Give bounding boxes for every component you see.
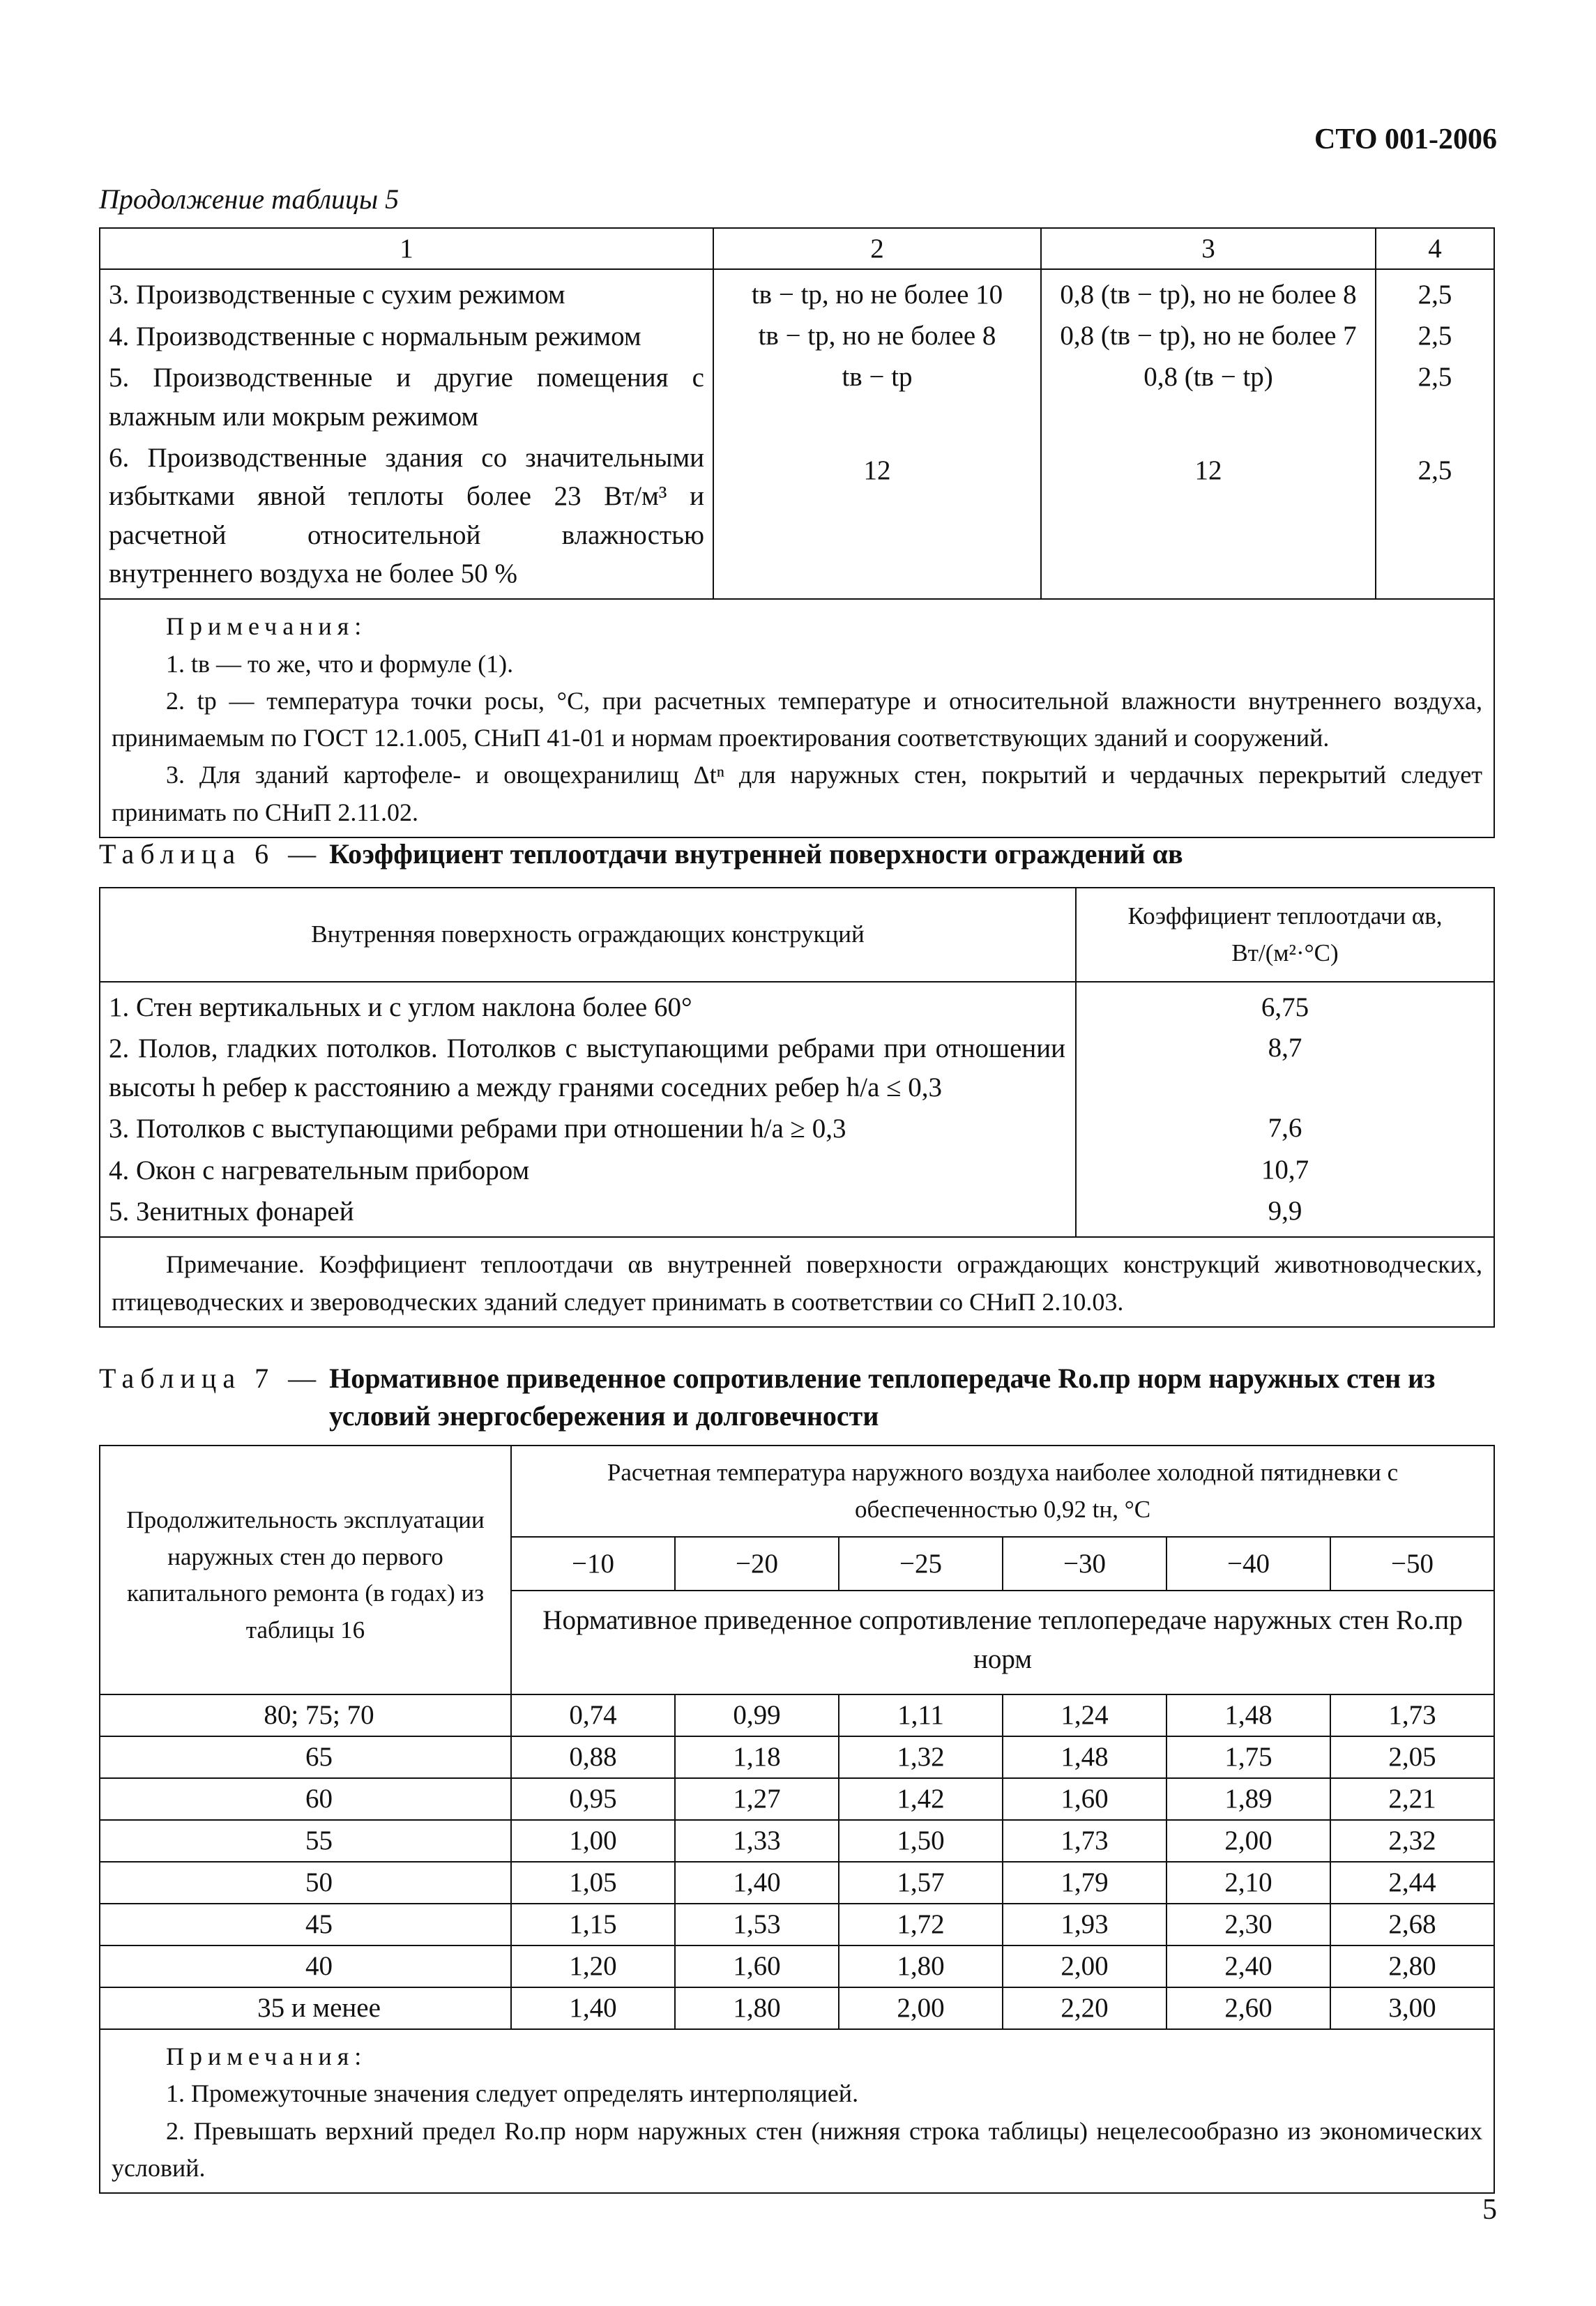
resistance-cell: 0,88 <box>511 1736 675 1778</box>
notes-row <box>100 1237 1494 1327</box>
resistance-cell: 1,42 <box>839 1778 1003 1820</box>
table-row <box>100 1150 1494 1191</box>
delta-t-cell: 0,8 (tв − tр), но не более 8 <box>1041 269 1376 315</box>
page-number: 5 <box>1482 2194 1497 2226</box>
resistance-cell: 1,27 <box>675 1778 839 1820</box>
resistance-cell: 0,95 <box>511 1778 675 1820</box>
caption-title: Нормативное приведенное сопротивление теплопередаче Rо.пр норм наружных стен из условий энергосбережения и долговечности <box>329 1363 1436 1432</box>
resistance-cell: 1,24 <box>1003 1694 1166 1736</box>
notes-title: Примечания: <box>166 612 367 641</box>
table-5 <box>99 227 1495 838</box>
delta-t-cell: tв − tр, но не более 8 <box>713 316 1041 357</box>
table-row <box>100 1987 1494 2029</box>
years-cell: 65 <box>100 1736 511 1778</box>
years-cell: 45 <box>100 1904 511 1945</box>
value-cell: 2,5 <box>1376 269 1494 315</box>
resistance-cell: 1,05 <box>511 1862 675 1904</box>
table-row <box>100 316 1494 357</box>
resistance-cell: 1,48 <box>1003 1736 1166 1778</box>
note-item: 1. tв — то же, что и формуле (1). <box>166 649 514 678</box>
resistance-cell: 2,10 <box>1166 1862 1330 1904</box>
resistance-cell: 1,18 <box>675 1736 839 1778</box>
surface-cell: 5. Зенитных фонарей <box>100 1191 1076 1237</box>
table-row <box>100 1862 1494 1904</box>
resistance-cell: 2,68 <box>1330 1904 1494 1945</box>
notes-title: Примечания: <box>166 2042 367 2071</box>
resistance-cell: 2,00 <box>1166 1820 1330 1862</box>
value-cell: 2,5 <box>1376 316 1494 357</box>
years-cell: 60 <box>100 1778 511 1820</box>
table-notes <box>100 599 1494 837</box>
column-number: 2 <box>713 228 1041 269</box>
table-row <box>100 1191 1494 1237</box>
resistance-cell: 2,30 <box>1166 1904 1330 1945</box>
room-type-cell: 5. Производственные и другие помещения с влажным или мокрым режимом <box>100 357 713 437</box>
delta-t-cell: 0,8 (tв − tр) <box>1041 357 1376 437</box>
note-item: 3. Для зданий картофеле- и овощехранилищ Δtⁿ для наружных стен, покрытий и чердачных перекрытий следует принимать по СНиП 2.11.02. <box>112 761 1482 826</box>
years-cell: 40 <box>100 1945 511 1987</box>
table-row <box>100 1694 1494 1736</box>
resistance-cell: 1,89 <box>1166 1778 1330 1820</box>
surface-cell: 2. Полов, гладких потолков. Потолков с выступающими ребрами при отношении высоты h ребер к расстоянию a между гранями соседних ребер h/a ≤ 0,3 <box>100 1028 1076 1108</box>
resistance-cell: 1,72 <box>839 1904 1003 1945</box>
header-row <box>100 888 1494 982</box>
coefficient-cell: 9,9 <box>1076 1191 1494 1237</box>
notes-row <box>100 599 1494 837</box>
coefficient-cell: 6,75 <box>1076 982 1494 1028</box>
years-cell: 50 <box>100 1862 511 1904</box>
table-row <box>100 357 1494 437</box>
caption-title: Коэффициент теплоотдачи внутренней поверхности ограждений αв <box>329 838 1183 870</box>
temperature-cell: −20 <box>675 1537 839 1591</box>
table-6-caption <box>99 835 1494 873</box>
room-type-cell: 4. Производственные с нормальным режимом <box>100 316 713 357</box>
resistance-cell: 1,32 <box>839 1736 1003 1778</box>
surface-cell: 3. Потолков с выступающими ребрами при отношении h/a ≥ 0,3 <box>100 1108 1076 1149</box>
column-number: 4 <box>1376 228 1494 269</box>
resistance-cell: 2,00 <box>839 1987 1003 2029</box>
temperature-cell: −30 <box>1003 1537 1166 1591</box>
temperature-header: Расчетная температура наружного воздуха наиболее холодной пятидневки с обеспеченностью 0,92 tн, °C <box>511 1446 1494 1537</box>
table-row <box>100 269 1494 315</box>
resistance-cell: 1,53 <box>675 1904 839 1945</box>
table-row <box>100 1778 1494 1820</box>
resistance-cell: 0,74 <box>511 1694 675 1736</box>
column-header: Внутренняя поверхность ограждающих конструкций <box>100 888 1076 982</box>
notes-row <box>100 2029 1494 2193</box>
table-row <box>100 1945 1494 1987</box>
resistance-cell: 1,73 <box>1330 1694 1494 1736</box>
resistance-cell: 1,75 <box>1166 1736 1330 1778</box>
resistance-cell: 1,40 <box>675 1862 839 1904</box>
table-row <box>100 1904 1494 1945</box>
resistance-cell: 1,80 <box>675 1987 839 2029</box>
resistance-cell: 1,20 <box>511 1945 675 1987</box>
resistance-cell: 1,80 <box>839 1945 1003 1987</box>
resistance-cell: 1,60 <box>675 1945 839 1987</box>
table-7 <box>99 1445 1495 2194</box>
resistance-cell: 1,57 <box>839 1862 1003 1904</box>
table-row <box>100 1028 1494 1108</box>
years-cell: 35 и менее <box>100 1987 511 2029</box>
resistance-cell: 1,93 <box>1003 1904 1166 1945</box>
table-row <box>100 437 1494 600</box>
resistance-cell: 2,80 <box>1330 1945 1494 1987</box>
delta-t-cell: 12 <box>713 437 1041 600</box>
resistance-cell: 1,50 <box>839 1820 1003 1862</box>
temperature-cell: −50 <box>1330 1537 1494 1591</box>
resistance-cell: 2,20 <box>1003 1987 1166 2029</box>
note-item: 2. tр — температура точки росы, °C, при расчетных температуре и относительной влажности внутреннего воздуха, принимаемым по ГОСТ 12.1.005, СНиП 41-01 и нормам проектирования соответствующих зданий и сооружений. <box>112 686 1482 752</box>
note-item: 2. Превышать верхний предел Rо.пр норм наружных стен (нижняя строка таблицы) нецелесообразно из экономических условий. <box>112 2116 1483 2182</box>
note-item: 1. Промежуточные значения следует определять интерполяцией. <box>166 2079 859 2108</box>
column-number: 3 <box>1041 228 1376 269</box>
table-row <box>100 1820 1494 1862</box>
caption-lead: Таблица 6 — <box>99 838 323 870</box>
resistance-cell: 2,40 <box>1166 1945 1330 1987</box>
table-row <box>100 1736 1494 1778</box>
room-type-cell: 3. Производственные с сухим режимом <box>100 269 713 315</box>
resistance-cell: 2,21 <box>1330 1778 1494 1820</box>
value-cell: 2,5 <box>1376 437 1494 600</box>
years-cell: 80; 75; 70 <box>100 1694 511 1736</box>
resistance-cell: 2,60 <box>1166 1987 1330 2029</box>
table-row <box>100 1108 1494 1149</box>
table-notes <box>100 2029 1494 2193</box>
resistance-cell: 2,00 <box>1003 1945 1166 1987</box>
resistance-header: Нормативное приведенное сопротивление теплопередаче наружных стен Rо.пр норм <box>511 1591 1494 1694</box>
resistance-cell: 1,73 <box>1003 1820 1166 1862</box>
room-type-cell: 6. Производственные здания со значительными избытками явной теплоты более 23 Вт/м³ и расчетной относительной влажностью внутреннего воздуха не более 50 % <box>100 437 713 600</box>
temperature-cell: −10 <box>511 1537 675 1591</box>
delta-t-cell: 12 <box>1041 437 1376 600</box>
resistance-cell: 1,48 <box>1166 1694 1330 1736</box>
resistance-cell: 1,00 <box>511 1820 675 1862</box>
document-number: СТО 001-2006 <box>1314 123 1497 155</box>
column-header: Коэффициент теплоотдачи αв, Вт/(м²·°C) <box>1076 888 1494 982</box>
coefficient-cell: 8,7 <box>1076 1028 1494 1108</box>
coefficient-cell: 10,7 <box>1076 1150 1494 1191</box>
table-note: Примечание. Коэффициент теплоотдачи αв внутренней поверхности ограждающих конструкций животноводческих, птицеводческих и звероводческих зданий следует принимать в соответствии со СНиП 2.10.03. <box>100 1237 1494 1327</box>
resistance-cell: 1,60 <box>1003 1778 1166 1820</box>
resistance-cell: 2,32 <box>1330 1820 1494 1862</box>
surface-cell: 4. Окон с нагревательным прибором <box>100 1150 1076 1191</box>
resistance-cell: 1,11 <box>839 1694 1003 1736</box>
delta-t-cell: tв − tр <box>713 357 1041 437</box>
years-cell: 55 <box>100 1820 511 1862</box>
caption-lead: Таблица 7 — <box>99 1363 323 1394</box>
header-row <box>100 1446 1494 1537</box>
resistance-cell: 1,33 <box>675 1820 839 1862</box>
surface-cell: 1. Стен вертикальных и с углом наклона более 60° <box>100 982 1076 1028</box>
resistance-cell: 2,05 <box>1330 1736 1494 1778</box>
table-row <box>100 982 1494 1028</box>
resistance-cell: 1,15 <box>511 1904 675 1945</box>
resistance-cell: 3,00 <box>1330 1987 1494 2029</box>
coefficient-cell: 7,6 <box>1076 1108 1494 1149</box>
column-number: 1 <box>100 228 713 269</box>
stub-header: Продолжительность эксплуатации наружных стен до первого капитального ремонта (в годах) из таблицы 16 <box>100 1446 511 1694</box>
resistance-cell: 0,99 <box>675 1694 839 1736</box>
temperature-cell: −40 <box>1166 1537 1330 1591</box>
resistance-cell: 2,44 <box>1330 1862 1494 1904</box>
table-7-caption <box>99 1360 1494 1435</box>
column-number-row <box>100 228 1494 269</box>
resistance-cell: 1,40 <box>511 1987 675 2029</box>
table-continuation-label: Продолжение таблицы 5 <box>99 183 400 215</box>
temperature-cell: −25 <box>839 1537 1003 1591</box>
table-6 <box>99 887 1495 1328</box>
value-cell: 2,5 <box>1376 357 1494 437</box>
delta-t-cell: tв − tр, но не более 10 <box>713 269 1041 315</box>
delta-t-cell: 0,8 (tв − tр), но не более 7 <box>1041 316 1376 357</box>
resistance-cell: 1,79 <box>1003 1862 1166 1904</box>
